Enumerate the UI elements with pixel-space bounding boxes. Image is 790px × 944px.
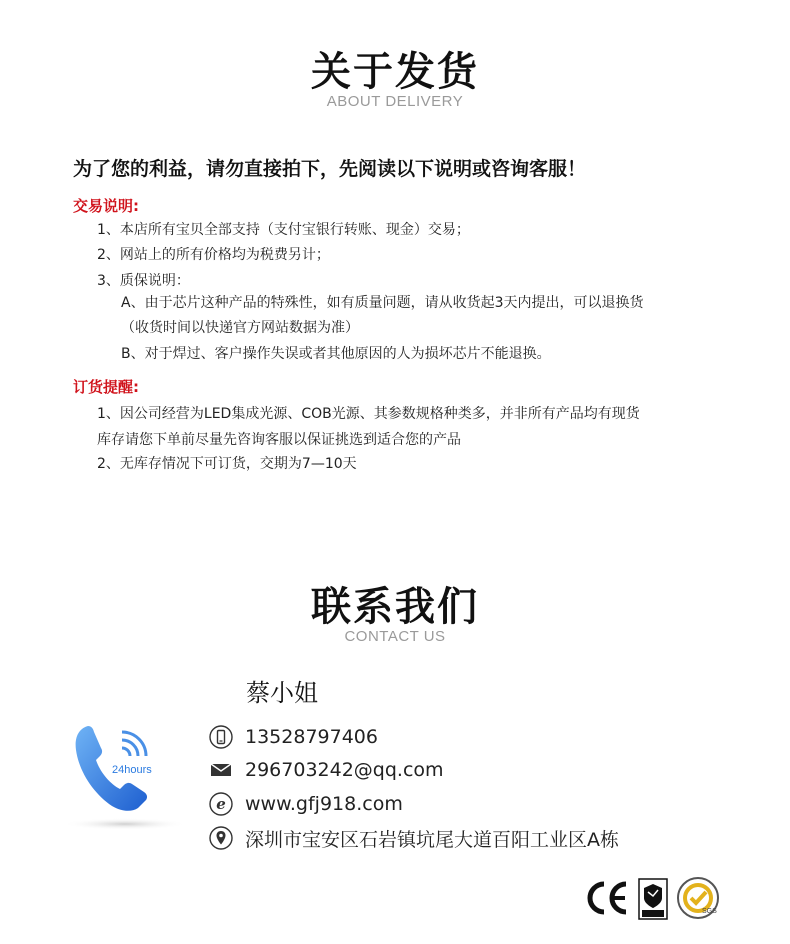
trade-line-6: B、对于焊过、客户操作失误或者其他原因的人为损坏芯片不能退换。 xyxy=(121,346,551,362)
phone-number[interactable]: 13528797406 xyxy=(245,726,378,748)
address-row xyxy=(208,825,619,851)
sgs-label: SGS xyxy=(702,908,717,915)
phone-row xyxy=(208,724,378,750)
email-row xyxy=(208,757,444,783)
email-address[interactable]: 296703242@qq.com xyxy=(245,759,444,781)
svg-text:e: e xyxy=(216,795,226,813)
trade-heading: 交易说明: xyxy=(73,197,139,215)
trade-line-5: （收货时间以快递官方网站数据为准） xyxy=(121,320,359,336)
contact-title: 联系我们 xyxy=(311,584,479,630)
envelope-icon xyxy=(208,757,234,783)
order-line-1: 1、因公司经营为LED集成光源、COB光源、其参数规格种类多，并非所有产品均有现货 xyxy=(97,406,640,422)
phone-24hours-icon xyxy=(60,718,190,838)
delivery-title: 关于发货 xyxy=(311,49,479,95)
trade-line-4: A、由于芯片这种产品的特殊性，如有质量问题，请从收货起3天内提出，可以退换货 xyxy=(121,295,644,311)
ukas-logo xyxy=(638,878,668,920)
hours-badge: 24hours xyxy=(112,764,152,776)
order-heading: 订货提醒: xyxy=(73,378,139,396)
delivery-subtitle: ABOUT DELIVERY xyxy=(326,93,464,110)
web-e-icon xyxy=(208,791,234,817)
delivery-intro: 为了您的利益，请勿直接拍下，先阅读以下说明或咨询客服！ xyxy=(73,158,587,180)
contact-name: 蔡小姐 xyxy=(246,679,318,707)
trade-line-2: 2、网站上的所有价格均为税费另计； xyxy=(97,247,330,263)
sgs-logo xyxy=(676,876,720,920)
order-line-3: 2、无库存情况下可订货，交期为7—10天 xyxy=(97,456,357,472)
order-line-2: 库存请您下单前尽量先咨询客服以保证挑选到适合您的产品 xyxy=(97,432,461,448)
trade-line-3: 3、质保说明： xyxy=(97,273,190,289)
website-row xyxy=(208,791,403,817)
ce-mark-logo xyxy=(584,880,630,916)
website-url[interactable]: www.gfj918.com xyxy=(245,793,403,815)
address-text: 深圳市宝安区石岩镇坑尾大道百阳工业区A栋 xyxy=(245,828,619,851)
trade-line-1: 1、本店所有宝贝全部支持（支付宝银行转账、现金）交易； xyxy=(97,222,470,238)
mobile-phone-icon xyxy=(208,724,234,750)
location-pin-icon xyxy=(208,825,234,851)
contact-subtitle: CONTACT US xyxy=(344,628,446,645)
